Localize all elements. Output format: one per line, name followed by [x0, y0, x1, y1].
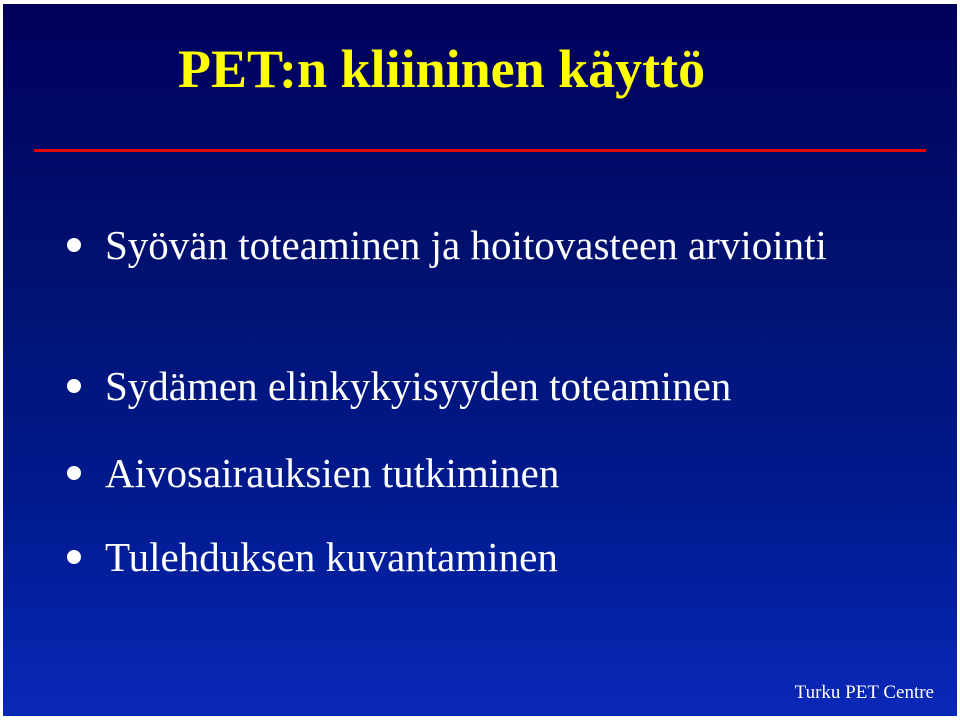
- bullet-text: Aivosairauksien tutkiminen: [105, 450, 560, 496]
- bullet-item-heart: [67, 358, 887, 414]
- slide-title: PET:n kliininen käyttö: [178, 39, 706, 99]
- bullet-text: Tulehduksen kuvantaminen: [105, 534, 558, 580]
- bullet-list: [3, 4, 957, 716]
- bullet-item-brain: [67, 445, 887, 501]
- bullet-text: Sydämen elinkykyisyyden toteaminen: [105, 363, 732, 409]
- bullet-item-cancer: [67, 217, 887, 273]
- bullet-dot-icon: [67, 466, 81, 480]
- bullet-text: Syövän toteaminen ja hoitovasteen arviointi: [105, 222, 827, 268]
- footer-credit: Turku PET Centre: [794, 682, 934, 703]
- bullet-dot-icon: [67, 379, 81, 393]
- bullet-item-inflammation: [67, 529, 887, 585]
- bullet-dot-icon: [67, 238, 81, 252]
- bullet-dot-icon: [67, 550, 81, 564]
- slide: [3, 4, 957, 716]
